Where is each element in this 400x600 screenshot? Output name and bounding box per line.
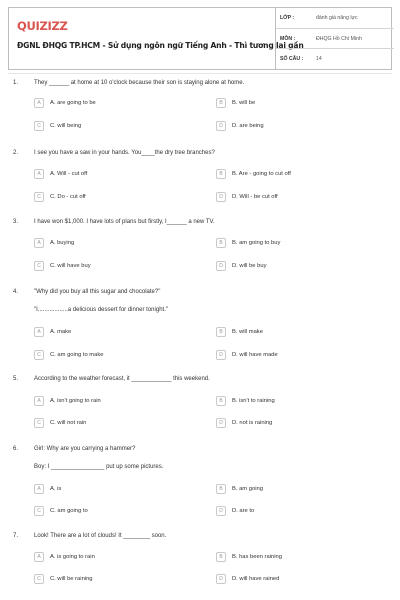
option-a[interactable] <box>34 238 194 250</box>
question-text: Look! There are a lot of clouds! It ________ soon. <box>34 533 167 539</box>
option-text: B. am going <box>232 486 263 492</box>
question-text: I see you have a saw in your hands. You____the dry tree branches? <box>34 150 215 156</box>
option-text: B. has been raining <box>232 554 282 560</box>
option-text: D. are to <box>232 508 255 514</box>
meta-value: ĐHQG Hồ Chí Minh <box>316 36 362 42</box>
option-letter-box: B <box>216 169 226 179</box>
option-d[interactable] <box>216 192 376 204</box>
option-text: C. Do - cut off <box>50 194 86 200</box>
option-letter-box: B <box>216 396 226 406</box>
option-text: B. will be <box>232 100 256 106</box>
option-letter-box: B <box>216 484 226 494</box>
option-d[interactable] <box>216 261 376 273</box>
option-b[interactable] <box>216 169 376 181</box>
meta-value: 14 <box>316 56 322 62</box>
meta-key: SỐ CÂU : <box>280 56 304 62</box>
option-text: A. is <box>50 486 62 492</box>
question-number: 6. <box>13 446 19 452</box>
option-d[interactable] <box>216 121 376 133</box>
option-letter-box: C <box>34 192 44 202</box>
option-letter-box: D <box>216 192 226 202</box>
question-number: 2. <box>13 150 19 156</box>
option-text: A. make <box>50 329 72 335</box>
divider <box>8 73 392 74</box>
option-letter-box: A <box>34 169 44 179</box>
option-letter-box: C <box>34 574 44 584</box>
option-c[interactable] <box>34 261 194 273</box>
option-b[interactable] <box>216 98 376 110</box>
meta-key: MÔN : <box>280 36 296 42</box>
option-letter-box: A <box>34 552 44 562</box>
option-letter-box: C <box>34 418 44 428</box>
quizizz-logo: QUIZIZZ <box>17 19 68 33</box>
option-letter-box: D <box>216 261 226 271</box>
option-d[interactable] <box>216 350 376 362</box>
option-letter-box: D <box>216 506 226 516</box>
question-number: 4. <box>13 289 19 295</box>
question-number: 1. <box>13 80 19 86</box>
option-letter-box: B <box>216 98 226 108</box>
meta-row-question-count <box>276 48 394 68</box>
question-text: They ______ at home at 10 o'clock because their son is staying alone at home. <box>34 80 245 86</box>
option-letter-box: A <box>34 98 44 108</box>
question-text: According to the weather forecast, it ____________ this weekend. <box>34 376 210 382</box>
option-text: A. isn't going to rain <box>50 398 101 404</box>
option-c[interactable] <box>34 506 194 518</box>
question-number: 7. <box>13 533 19 539</box>
option-text: D. Will - be cut off <box>232 194 278 200</box>
option-letter-box: B <box>216 327 226 337</box>
question-text: I have won $1,000. I have lots of plans but firstly, I______ a new TV. <box>34 219 215 225</box>
option-text: C. will being <box>50 123 82 129</box>
option-text: A. is going to rain <box>50 554 95 560</box>
option-letter-box: A <box>34 327 44 337</box>
meta-row-class <box>276 8 394 28</box>
question-number: 5. <box>13 376 19 382</box>
question-text: "Why did you buy all this sugar and chocolate?" <box>34 289 161 295</box>
option-b[interactable] <box>216 238 376 250</box>
option-letter-box: B <box>216 238 226 248</box>
option-letter-box: A <box>34 396 44 406</box>
worksheet-header <box>8 7 392 70</box>
option-letter-box: B <box>216 552 226 562</box>
option-text: C. will be raining <box>50 576 93 582</box>
option-b[interactable] <box>216 552 376 564</box>
question-text: "I..................a delicious dessert for dinner tonight." <box>34 307 168 313</box>
meta-key: LỚP : <box>280 15 295 21</box>
option-text: C. am going to <box>50 508 88 514</box>
meta-row-subject <box>276 28 394 48</box>
option-a[interactable] <box>34 396 194 408</box>
option-text: B. Are - going to cut off <box>232 171 291 177</box>
option-d[interactable] <box>216 418 376 430</box>
option-text: C. will not rain <box>50 420 87 426</box>
option-c[interactable] <box>34 418 194 430</box>
option-text: B. will make <box>232 329 263 335</box>
option-letter-box: C <box>34 261 44 271</box>
option-text: A. are going to be <box>50 100 96 106</box>
meta-value: đánh giá năng lực <box>316 15 358 21</box>
option-text: C. am going to make <box>50 352 104 358</box>
option-text: A. buying <box>50 240 75 246</box>
option-c[interactable] <box>34 192 194 204</box>
option-b[interactable] <box>216 327 376 339</box>
option-a[interactable] <box>34 484 194 496</box>
option-a[interactable] <box>34 327 194 339</box>
option-a[interactable] <box>34 552 194 564</box>
option-letter-box: D <box>216 121 226 131</box>
option-c[interactable] <box>34 574 194 586</box>
option-b[interactable] <box>216 396 376 408</box>
option-text: A. Will - cut off <box>50 171 88 177</box>
option-a[interactable] <box>34 169 194 181</box>
option-c[interactable] <box>34 121 194 133</box>
question-number: 3. <box>13 219 19 225</box>
option-text: D. are being <box>232 123 264 129</box>
option-letter-box: D <box>216 350 226 360</box>
option-b[interactable] <box>216 484 376 496</box>
option-text: B. isn't to raining <box>232 398 275 404</box>
option-letter-box: C <box>34 350 44 360</box>
option-d[interactable] <box>216 574 376 586</box>
option-text: D. not is raining <box>232 420 273 426</box>
option-text: D. will be buy <box>232 263 267 269</box>
option-text: D. will have rained <box>232 576 280 582</box>
option-letter-box: D <box>216 418 226 428</box>
worksheet-title: ĐGNL ĐHQG TP.HCM - Sử dụng ngôn ngữ Tiếng Anh - Thì tương lai gần <box>17 41 304 50</box>
option-letter-box: D <box>216 574 226 584</box>
question-text: Girl: Why are you carrying a hammer? <box>34 446 136 452</box>
meta-table <box>275 8 393 69</box>
option-text: D. will have made <box>232 352 278 358</box>
option-d[interactable] <box>216 506 376 518</box>
option-letter-box: A <box>34 484 44 494</box>
option-text: C. will have buy <box>50 263 91 269</box>
question-text: Boy: I ________________ put up some pictures. <box>34 464 164 470</box>
option-letter-box: C <box>34 121 44 131</box>
option-text: B. am going to buy <box>232 240 281 246</box>
option-c[interactable] <box>34 350 194 362</box>
option-letter-box: A <box>34 238 44 248</box>
option-a[interactable] <box>34 98 194 110</box>
option-letter-box: C <box>34 506 44 516</box>
